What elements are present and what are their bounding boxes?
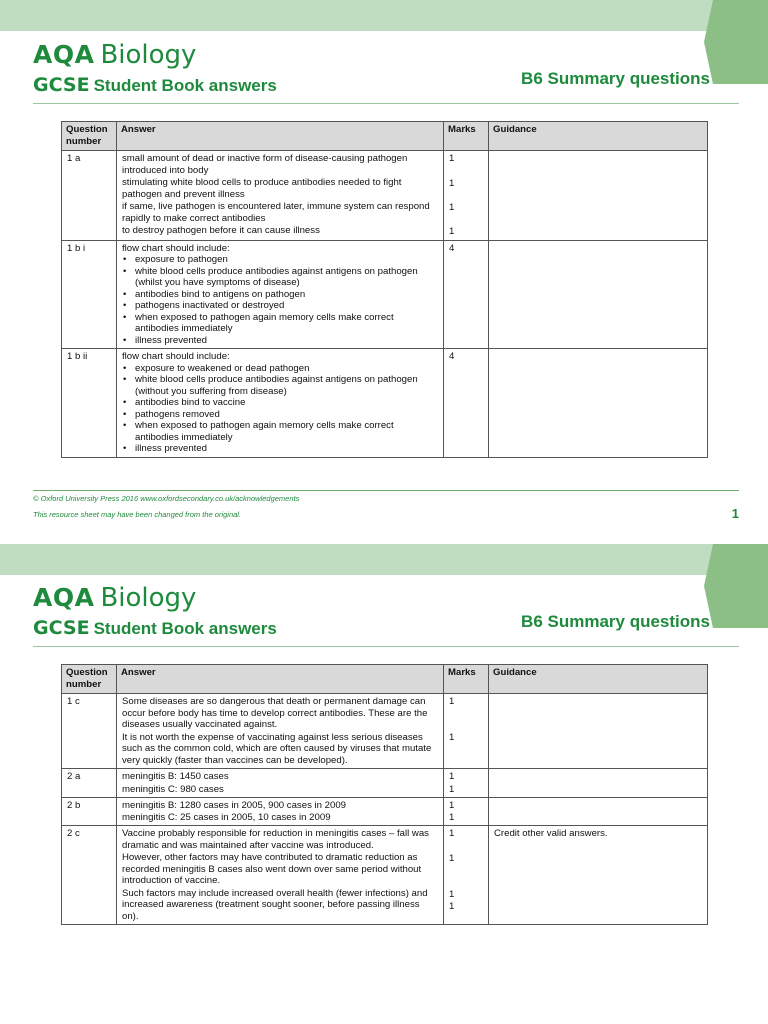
aqa-logo-text: AQA (33, 583, 95, 612)
mark-value: 1 (449, 178, 455, 189)
marks-cell: 4 (444, 349, 489, 458)
list-item: • exposure to weakened or dead pathogen (135, 363, 438, 375)
header-answer: Answer (117, 122, 444, 151)
list-item: • when exposed to pathogen again memory cells make correct antibodies immediately (135, 420, 438, 443)
book-title: Student Book answers (93, 76, 277, 95)
copyright-text: © Oxford University Press 2016 www.oxfordsecondary.co.uk/acknowledgements (33, 494, 300, 503)
table-row (62, 349, 708, 458)
mark-value: 1 (449, 828, 455, 839)
guidance-cell (489, 694, 708, 769)
page2-chevron-decoration (704, 544, 768, 628)
list-item: • exposure to pathogen (135, 254, 438, 266)
table-header-row (62, 665, 708, 694)
answer-line: Such factors may include increased overall health (fewer infections) and increased awareness (treatment sought sooner, before passing illness on). (122, 887, 428, 922)
answer-cell (117, 694, 444, 769)
answer-intro: flow chart should include: (122, 242, 230, 254)
answer-line: It is not worth the expense of vaccinating against less serious diseases such as the common cold, which are often caused by viruses that mutate very quickly (faster than vaccines can be developed). (122, 731, 432, 766)
mark-value: 1 (449, 800, 455, 811)
list-item: • pathogens removed (135, 409, 438, 421)
guidance-cell (489, 349, 708, 458)
page2-top-bar (0, 544, 768, 575)
marks-cell (444, 798, 489, 826)
header-marks: Marks (444, 122, 489, 151)
list-item: • illness prevented (135, 335, 438, 347)
page1-brand-title (33, 40, 196, 70)
mark-value: 1 (449, 811, 455, 823)
bullet-list (122, 363, 438, 455)
gcse-label: GCSE (33, 74, 90, 96)
question-number: 1 b ii (62, 349, 117, 458)
question-number: 1 a (62, 151, 117, 241)
list-item: • antibodies bind to antigens on pathogen (135, 289, 438, 301)
answer-line: stimulating white blood cells to produce antibodies needed to fight pathogen and prevent illness (122, 177, 402, 200)
list-item: • white blood cells produce antibodies against antigens on pathogen (without you suffering from disease) (135, 374, 438, 397)
page1-top-bar (0, 0, 768, 31)
table-row (62, 694, 708, 769)
guidance-cell (489, 769, 708, 798)
header-question-number: Question number (62, 665, 117, 694)
page1-footer-rule (33, 490, 739, 491)
answer-line: Vaccine probably responsible for reduction in meningitis cases – fall was dramatic and was maintained after vaccine was introduced. (122, 828, 429, 851)
gcse-label: GCSE (33, 617, 90, 639)
page2-section-title: B6 Summary questions (521, 612, 710, 631)
table-header-row (62, 122, 708, 151)
header-marks: Marks (444, 665, 489, 694)
list-item: • illness prevented (135, 443, 438, 455)
mark-value: 1 (449, 732, 455, 743)
list-item: • antibodies bind to vaccine (135, 397, 438, 409)
answer-cell (117, 826, 444, 925)
guidance-cell: Credit other valid answers. (489, 826, 708, 925)
marks-cell (444, 826, 489, 925)
list-item: • white blood cells produce antibodies against antigens on pathogen (whilst you have symptoms of disease) (135, 266, 438, 289)
marks-cell: 4 (444, 240, 489, 349)
header-answer: Answer (117, 665, 444, 694)
page1-section-title: B6 Summary questions (521, 69, 710, 88)
page2-brand-title (33, 583, 196, 613)
mark-value: 1 (449, 202, 455, 213)
table-row (62, 240, 708, 349)
guidance-cell (489, 151, 708, 241)
subject-title: Biology (100, 583, 197, 613)
list-item: • pathogens inactivated or destroyed (135, 300, 438, 312)
mark-value: 1 (449, 226, 455, 237)
page2-answer-table (61, 664, 708, 925)
book-title: Student Book answers (93, 619, 277, 638)
page1-answer-table (61, 121, 708, 458)
aqa-logo-text: AQA (33, 40, 95, 69)
answer-line: However, other factors may have contributed to dramatic reduction as recorded meningitis B cases also went down over same period without introduction of vaccine. (122, 852, 422, 886)
answer-line: meningitis C: 25 cases in 2005, 10 cases in 2009 (122, 811, 331, 823)
answer-cell (117, 798, 444, 826)
subject-title: Biology (100, 40, 197, 70)
mark-value: 1 (449, 783, 455, 795)
answer-line: meningitis B: 1450 cases (122, 771, 229, 782)
page1-chevron-decoration (704, 0, 768, 84)
guidance-cell (489, 798, 708, 826)
page1-header-rule (33, 103, 739, 104)
resource-note: This resource sheet may have been changed from the original. (33, 510, 242, 519)
page2-brand-subtitle (33, 617, 277, 639)
mark-value: 1 (449, 696, 455, 707)
mark-value: 1 (449, 771, 455, 782)
header-guidance: Guidance (489, 122, 708, 151)
question-number: 1 b i (62, 240, 117, 349)
mark-value: 1 (449, 153, 455, 164)
bullet-list (122, 254, 438, 346)
list-item: • when exposed to pathogen again memory cells make correct antibodies immediately (135, 312, 438, 335)
answer-cell (117, 769, 444, 798)
question-number: 2 c (62, 826, 117, 925)
page1-brand-subtitle (33, 74, 277, 96)
answer-line: Some diseases are so dangerous that death or permanent damage can occur before body has time to develop correct antibodies. These are the diseases usually vaccinated against. (122, 696, 428, 730)
table-row (62, 826, 708, 925)
marks-cell (444, 769, 489, 798)
question-number: 2 a (62, 769, 117, 798)
question-number: 1 c (62, 694, 117, 769)
answer-line: small amount of dead or inactive form of disease-causing pathogen introduced into body (122, 153, 408, 176)
marks-cell (444, 151, 489, 241)
answer-line: meningitis B: 1280 cases in 2005, 900 cases in 2009 (122, 800, 347, 811)
page-number: 1 (731, 506, 739, 521)
table-row (62, 798, 708, 826)
mark-value: 1 (449, 853, 455, 864)
header-question-number: Question number (62, 122, 117, 151)
header-guidance: Guidance (489, 665, 708, 694)
mark-value: 1 (449, 900, 455, 912)
page2-header-rule (33, 646, 739, 647)
answer-line: meningitis C: 980 cases (122, 783, 224, 795)
answer-cell (117, 240, 444, 349)
question-number: 2 b (62, 798, 117, 826)
marks-cell (444, 694, 489, 769)
answer-line: to destroy pathogen before it can cause illness (122, 225, 320, 236)
table-row (62, 151, 708, 241)
guidance-cell (489, 240, 708, 349)
answer-intro: flow chart should include: (122, 351, 230, 362)
answer-line: if same, live pathogen is encountered later, immune system can respond rapidly to make correct antibodies (122, 201, 430, 224)
mark-value: 1 (449, 889, 455, 900)
answer-cell (117, 349, 444, 458)
table-row (62, 769, 708, 798)
answer-cell (117, 151, 444, 241)
